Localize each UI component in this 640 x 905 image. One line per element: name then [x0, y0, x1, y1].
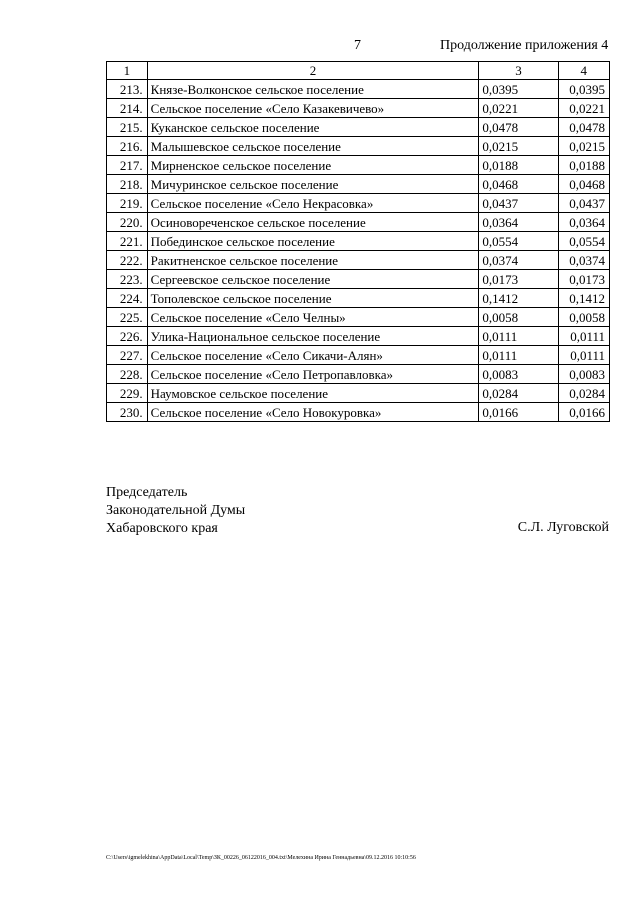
table-header-row	[107, 62, 610, 80]
table-row	[107, 156, 610, 175]
settlement-name: Мирненское сельское поселение	[147, 156, 479, 175]
value-col3: 0,0364	[479, 213, 558, 232]
row-number: 225.	[107, 308, 148, 327]
value-col3: 0,0173	[479, 270, 558, 289]
table-row	[107, 213, 610, 232]
value-col4: 0,0058	[558, 308, 609, 327]
value-col4: 0,0437	[558, 194, 609, 213]
value-col4: 0,0111	[558, 327, 609, 346]
table-row	[107, 251, 610, 270]
row-number: 214.	[107, 99, 148, 118]
table-row	[107, 384, 610, 403]
settlement-name: Мичуринское сельское поселение	[147, 175, 479, 194]
signature-title-line: Председатель	[106, 485, 188, 500]
settlement-name: Сельское поселение «Село Сикачи-Алян»	[147, 346, 479, 365]
settlement-name: Куканское сельское поселение	[147, 118, 479, 137]
settlement-name: Сельское поселение «Село Новокуровка»	[147, 403, 479, 422]
signature-title-line: Хабаровского края	[106, 521, 218, 536]
value-col3: 0,0111	[479, 327, 558, 346]
value-col4: 0,0215	[558, 137, 609, 156]
page-number: 7	[354, 38, 361, 53]
data-table	[106, 61, 610, 422]
value-col4: 0,1412	[558, 289, 609, 308]
settlement-name: Малышевское сельское поселение	[147, 137, 479, 156]
value-col3: 0,0468	[479, 175, 558, 194]
value-col4: 0,0083	[558, 365, 609, 384]
settlement-name: Сельское поселение «Село Казакевичево»	[147, 99, 479, 118]
value-col4: 0,0374	[558, 251, 609, 270]
row-number: 215.	[107, 118, 148, 137]
row-number: 218.	[107, 175, 148, 194]
row-number: 217.	[107, 156, 148, 175]
value-col3: 0,0437	[479, 194, 558, 213]
value-col4: 0,0395	[558, 80, 609, 99]
settlement-name: Сергеевское сельское поселение	[147, 270, 479, 289]
value-col3: 0,0083	[479, 365, 558, 384]
column-header: 2	[147, 62, 479, 80]
table-row	[107, 99, 610, 118]
row-number: 229.	[107, 384, 148, 403]
value-col4: 0,0478	[558, 118, 609, 137]
settlement-name: Тополевское сельское поселение	[147, 289, 479, 308]
row-number: 216.	[107, 137, 148, 156]
row-number: 220.	[107, 213, 148, 232]
settlement-name: Князе-Волконское сельское поселение	[147, 80, 479, 99]
row-number: 228.	[107, 365, 148, 384]
value-col4: 0,0221	[558, 99, 609, 118]
row-number: 224.	[107, 289, 148, 308]
value-col4: 0,0173	[558, 270, 609, 289]
column-header: 1	[107, 62, 148, 80]
table-row	[107, 194, 610, 213]
signatory-name: С.Л. Луговской	[517, 520, 609, 535]
table-row	[107, 232, 610, 251]
table-row	[107, 80, 610, 99]
signature-block	[106, 484, 245, 538]
settlement-name: Ракитненское сельское поселение	[147, 251, 479, 270]
value-col3: 0,0395	[479, 80, 558, 99]
value-col3: 0,1412	[479, 289, 558, 308]
table-row	[107, 365, 610, 384]
value-col4: 0,0284	[558, 384, 609, 403]
value-col3: 0,0478	[479, 118, 558, 137]
settlement-name: Сельское поселение «Село Петропавловка»	[147, 365, 479, 384]
row-number: 226.	[107, 327, 148, 346]
table-row	[107, 346, 610, 365]
value-col3: 0,0554	[479, 232, 558, 251]
row-number: 230.	[107, 403, 148, 422]
row-number: 221.	[107, 232, 148, 251]
value-col3: 0,0374	[479, 251, 558, 270]
column-header: 3	[479, 62, 558, 80]
table-row	[107, 308, 610, 327]
value-col3: 0,0166	[479, 403, 558, 422]
settlement-name: Осиновореченское сельское поселение	[147, 213, 479, 232]
settlement-name: Побединское сельское поселение	[147, 232, 479, 251]
row-number: 222.	[107, 251, 148, 270]
signature-title-line: Законодательной Думы	[106, 503, 246, 518]
column-header: 4	[558, 62, 609, 80]
table-row	[107, 327, 610, 346]
value-col3: 0,0058	[479, 308, 558, 327]
settlement-name: Сельское поселение «Село Челны»	[147, 308, 479, 327]
settlement-name: Сельское поселение «Село Некрасовка»	[147, 194, 479, 213]
value-col4: 0,0364	[558, 213, 609, 232]
value-col4: 0,0468	[558, 175, 609, 194]
row-number: 219.	[107, 194, 148, 213]
value-col4: 0,0554	[558, 232, 609, 251]
value-col4: 0,0166	[558, 403, 609, 422]
value-col3: 0,0111	[479, 346, 558, 365]
value-col3: 0,0215	[479, 137, 558, 156]
footer-file-path: C:\Users\igmelekhina\AppData\Local\Temp\ЗК_00226_06122016_004.txt\Мелехина Ирина Геннадьевна\09.12.2016 10:10:56	[106, 855, 416, 861]
row-number: 227.	[107, 346, 148, 365]
value-col3: 0,0188	[479, 156, 558, 175]
settlement-name: Улика-Национальное сельское поселение	[147, 327, 479, 346]
table-row	[107, 137, 610, 156]
continuation-label: Продолжение приложения 4	[440, 38, 609, 53]
table-row	[107, 403, 610, 422]
value-col4: 0,0111	[558, 346, 609, 365]
table-row	[107, 289, 610, 308]
value-col3: 0,0221	[479, 99, 558, 118]
value-col3: 0,0284	[479, 384, 558, 403]
row-number: 213.	[107, 80, 148, 99]
table-row	[107, 118, 610, 137]
table-row	[107, 175, 610, 194]
settlement-name: Наумовское сельское поселение	[147, 384, 479, 403]
row-number: 223.	[107, 270, 148, 289]
table-row	[107, 270, 610, 289]
value-col4: 0,0188	[558, 156, 609, 175]
